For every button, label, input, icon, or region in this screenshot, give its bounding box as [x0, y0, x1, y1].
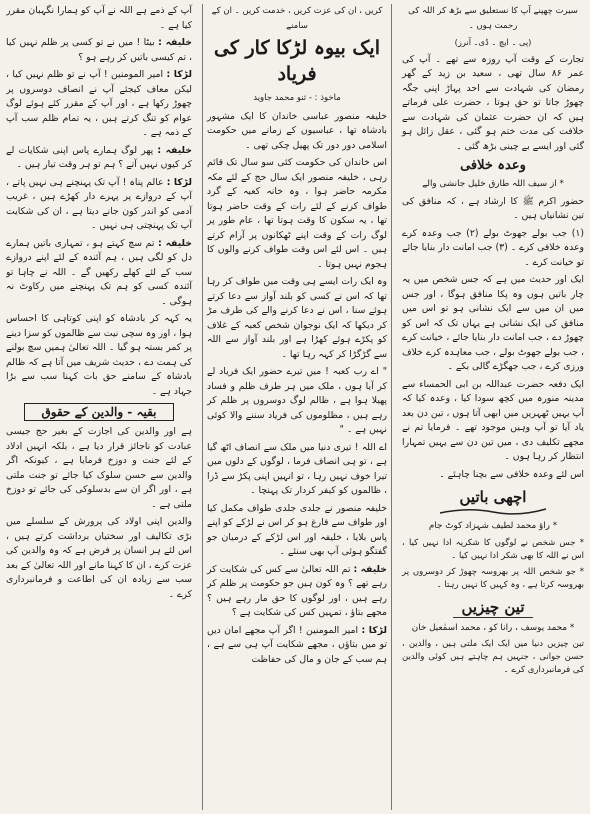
middle-paragraph-6: خلیفہ منصور نے جلدی جلدی طواف مکمل کیا اور طواف سے فارغ ہو کر اس نے لڑکے کو اپنے پاس بلایا ، خلیفہ اور اس لڑکے کے درمیان جو گفتگو ہوئی آپ بھی سنئے ۔	[207, 502, 387, 557]
speaker-label: خلیفہ :	[158, 37, 192, 48]
dialogue-line-1	[207, 563, 387, 621]
speaker-label: خلیفہ :	[353, 563, 387, 575]
right-column	[398, 4, 584, 810]
heading-teen-cheezein: تین چیزیں	[461, 597, 525, 616]
right-paragraph-3: (۱) جب بولے جھوٹ بولے (۲) جب وعدہ کرے وعدہ خلافی کرے ۔ (۳) جب امانت دار بنایا جائے تو خیانت کرے ۔	[402, 227, 584, 268]
middle-column	[202, 4, 392, 810]
speaker-label: خلیفہ :	[157, 144, 192, 156]
right-paragraph-7: * جس شخص نے لوگوں کا شکریہ ادا نہیں کیا ، اس نے اللہ کا بھی شکر ادا نہیں کیا ۔	[402, 537, 584, 561]
middle-paragraph-5: اے اللہ ! تیری دنیا میں ملک سے انصاف اٹھ گیا ہے ، تو ہی انصاف فرما ، لوگوں کے دلوں میں تیرا خوف نہیں رہا ، تو انہیں اپنی پکڑ سے ڈرا ، ظالموں کو کیفر کردار تک پہنچا ۔	[207, 441, 387, 496]
speaker-label: لڑکا :	[166, 69, 192, 80]
right-paragraph-2: حضور اکرم ﷺ کا ارشاد ہے ، کہ منافق کی تین نشانیاں ہیں ۔	[402, 195, 584, 221]
right-paragraph-4: ایک اور حدیث میں ہے کہ جس شخص میں یہ چار باتیں ہوں وہ پکا منافق ہوگا ، اور جس میں ان میں سے ایک نشانی ہو تو اس میں منافق کی ایک نشانی ہے یہاں تک کہ اس کو چھوڑ دے ، جب امانت دار بنایا جائے ، خیانت کرے ، جب بولے جھوٹ بولے ، جب معاہدہ کرے خلاف ورزی کرے ، جب جھگڑے گالی بکے ۔	[402, 274, 584, 372]
left-paragraph-2: یہ کہہ کر بادشاہ کو اپنی کوتاہی کا احساس ہوا ، اور وہ سچی نیت سے ظالموں کو سزا دینے پر کمر بستہ ہو گیا ۔ اللہ تعالیٰ ہمیں سچ بولنے کی ہمت دے ، حدیث شریف میں آتا ہے کہ ظالم بادشاہ کے سامنے حق بات کہنا سب سے بڑا جہاد ہے ۔	[6, 313, 192, 397]
newspaper-page	[6, 4, 584, 810]
right-paragraph-9: تین چیزیں دنیا میں ایک ایک ملتی ہیں ، والدین ، حسن جوانی ، جنہیں ہم چاہتے ہیں کوئی والدین کی فرمانبرداری کرے ۔	[402, 639, 584, 675]
left-paragraph-1: آپ کے ذمے ہے اللہ نے آپ کو ہمارا نگہبان مقرر کیا ہے ۔	[6, 5, 192, 31]
dialogue-text: تم اللہ تعالیٰ سے کس کی شکایت کر رہے تھے ؟ وہ کون ہیں جو حکومت پر ظلم کر رہے ہیں ، اور لوگوں کا حق مار رہے ہیں ؟ مجھے بتاؤ ، تمہیں کس کی شکایت ہے ؟	[207, 563, 387, 618]
left-dialogue-4	[6, 176, 192, 234]
swash-ornament	[438, 506, 548, 516]
right-paragraph-6: اس لئے وعدہ خلافی سے بچنا چاہئے ۔	[439, 468, 584, 480]
right-paragraph-1: تجارت کے وقت آپ روزہ سے تھے ۔ آپ کی عمر ۸۶ سال تھی ، سعید بن زید کے گھر رمضان کی شہادت سے احد پہاڑ اپنی جگہ چھوڑ جاتا تو حق ہوتا ، حضرت علی فرماتے ہیں کہ ان حضرت عثمان کی شہادت سے خلافت کی مدت ختم ہو گئی ، عقل زائل ہو گئی اور ایسے بے چینی بڑھ گئی ۔	[402, 53, 584, 152]
heading-waada-khilafi: وعدہ خلافی	[460, 158, 526, 173]
right-opening: سیرت چھپنے آپ کا نستعلیق سے بڑھ کر اللہ کی رحمت ہوں ۔	[408, 6, 578, 31]
middle-intro: کریں ، ان کی عزت کریں ، خدمت کریں ۔ ان کے سامنے	[211, 6, 383, 31]
author-line-2: * راؤ محمد لطیف شہزاد کوٹ جام	[428, 521, 558, 531]
speaker-label: لڑکا :	[361, 624, 387, 636]
heading-underline	[453, 617, 533, 618]
dialogue-text: امیر المومنین ! آپ نے تو ظلم نہیں کیا ، لیکن معاف کیجئے آپ نے انصاف دوسروں پر چھوڑ رکھا ہے ، اور آپ کے مقرر کئے ہوئے لوگ عوام کو تنگ کرتے ہیں ، یہ تمام ظلم سب آپ کے ذمہ ہے ۔	[6, 69, 192, 138]
left-paragraph-4: والدین اپنی اولاد کی پرورش کے سلسلے میں بڑی تکالیف اور سختیاں برداشت کرتے ہیں ، اس لئے ہر انسان پر فرض ہے کہ وہ والدین کی عزت کرے ، ان کا کہنا مانے اور اللہ تعالیٰ کے بعد سب سے زیادہ ان کی اطاعت و فرمانبرداری کرے ۔	[6, 516, 192, 600]
dialogue-text: عالم پناہ ! آپ تک پہنچنے ہی نہیں پاتے ، آپ کے دروازے پر پہرے دار کھڑے ہیں ، غریب آدمی کو اندر کون جانے دیتا ہے ، ان کی شکایت آپ تک پہنچتی ہی نہیں ۔	[6, 176, 192, 231]
dialogue-text: پھر لوگ ہمارے پاس اپنی شکایات لے کر کیوں نہیں آتے ؟ ہم تو ہر وقت تیار ہیں ۔	[6, 144, 192, 170]
middle-paragraph-1: خلیفہ منصور عباسی خاندان کا ایک مشہور بادشاہ تھا ، عباسیوں کے زمانے میں حکومت اسلامی دور دور تک پھیل چکی تھی ۔	[207, 110, 387, 151]
heading-achhi-baatein: اچھی باتیں	[459, 488, 527, 506]
middle-paragraph-2: اس خاندان کی حکومت کئی سو سال تک قائم رہی ، خلیفہ منصور ایک سال حج کے لئے مکہ مکرمہ حاضر ہوا ، وہ خانہ کعبہ کے گرد طواف کرنے کے لئے رات کے وقت حاضر ہوتا تھا ، یہ سکون کا وقت ہوتا تھا ، عام طور پر لوگ رات کے وقت اپنے ٹھکانوں پر آرام کرتے ہیں ۔ اس لئے اس وقت طواف کرنے والوں کا ہجوم نہیں ہوتا ۔	[207, 157, 387, 270]
left-paragraph-3: ہے اور والدین کی اجازت کے بغیر حج جیسی عبادت کو ناجائز قرار دیا ہے ، بلکہ انہیں ادلاد کے لئے جنت و دوزخ فرمایا ہے ، کیونکہ اگر والدین سے حسن سلوک کیا جائے تو جنت ملتی ہے ، اور اگر ان سے بدسلوکی کی جائے تو دوزخ ملتی ہے ۔	[6, 426, 192, 510]
middle-paragraph-3: وہ ایک رات ایسے ہی وقت میں طواف کر رہا تھا کہ اس نے کسی کو بلند آواز سے دعا کرتے ہوئے سنا ، اس نے دعا کرنے والے کی طرف مڑ کر دیکھا کہ ایک نوجوان شخص کعبہ کے غلاف کو پکڑے ہوئے کھڑا ہے اور بلند آواز سے اللہ سے گڑگڑا کر کہہ رہا تھا ۔	[207, 276, 387, 360]
dialogue-text: بیٹا ! میں نے تو کسی پر ظلم نہیں کیا ، تم کیسی باتیں کر رہے ہو ؟	[6, 37, 192, 63]
dialogue-text: تم سچ کہتے ہو ، تمہاری باتیں ہمارے دل کو لگی ہیں ، ہم آئندہ کے لئے اپنے دروازے سب کے لئے کھلے رکھیں گے ۔ اللہ نے چاہا تو آئندہ کسی کو ہم تک پہنچنے میں رکاوٹ نہ ہوگی ۔	[6, 237, 192, 307]
right-paragraph-5: ایک دفعہ حضرت عبداللہ بن ابی الحمساء سے مدینہ منورہ میں کچھ سودا کیا ، وعدہ کیا کہ آپ یہیں ٹھہریں میں ابھی آتا ہوں ، تین دن بعد یاد آیا تو آپ وہیں موجود تھے ۔ فرمایا تم نے مجھے تکلیف دی ، میں تین دن سے یہیں تمہارا انتظار کر رہا ہوں ۔	[402, 378, 584, 462]
article-title: ایک بیوہ لڑکا کار کی فریاد	[214, 37, 380, 85]
right-paragraph-8: * جو شخص اللہ پر بھروسہ چھوڑ کر دوسروں پر بھروسہ کرتا ہے ، وہ کہیں کا نہیں رہتا ۔	[402, 566, 584, 590]
left-dialogue-3	[6, 144, 192, 173]
author-line-1: * از سیف اللہ طارق خلیل جانشی والے	[422, 179, 564, 189]
dialogue-line-2	[207, 624, 387, 668]
speaker-label: لڑکا :	[166, 176, 192, 188]
dialogue-text: امیر المومنین ! اگر آپ مجھے امان دیں تو میں بتاؤں ، مجھے شکایت آپ ہی سے ہے ، ہم سب کے جان و مال کی حفاظت	[207, 624, 387, 665]
continued-box-title: بقیہ - والدین کے حقوق	[24, 403, 174, 421]
speaker-label: خلیفہ :	[158, 237, 192, 249]
left-column	[6, 4, 196, 810]
left-dialogue-2	[6, 68, 192, 141]
article-byline: ماخوذ : - ثنو محمد جاوید	[253, 93, 341, 103]
right-opening-signature: (پی ۔ ایچ ۔ ڈی۔ آنرز)	[454, 37, 532, 47]
middle-paragraph-4: " اے رب کعبہ ! میں تیرے حضور ایک فریاد لے کر آیا ہوں ، ملک میں ہر طرف ظلم و فساد پھیلا ہوا ہے ، ظالم لوگ دوسروں پر ظلم کر رہے ہیں ، مظلوموں کی فریاد سننے والا کوئی نہیں ہے ۔ "	[207, 366, 387, 435]
left-dialogue-1	[6, 36, 192, 65]
left-dialogue-5	[6, 237, 192, 310]
author-line-3: * محمد یوسف ، رانا کو ، محمد اسمٰعیل خان	[411, 622, 575, 633]
